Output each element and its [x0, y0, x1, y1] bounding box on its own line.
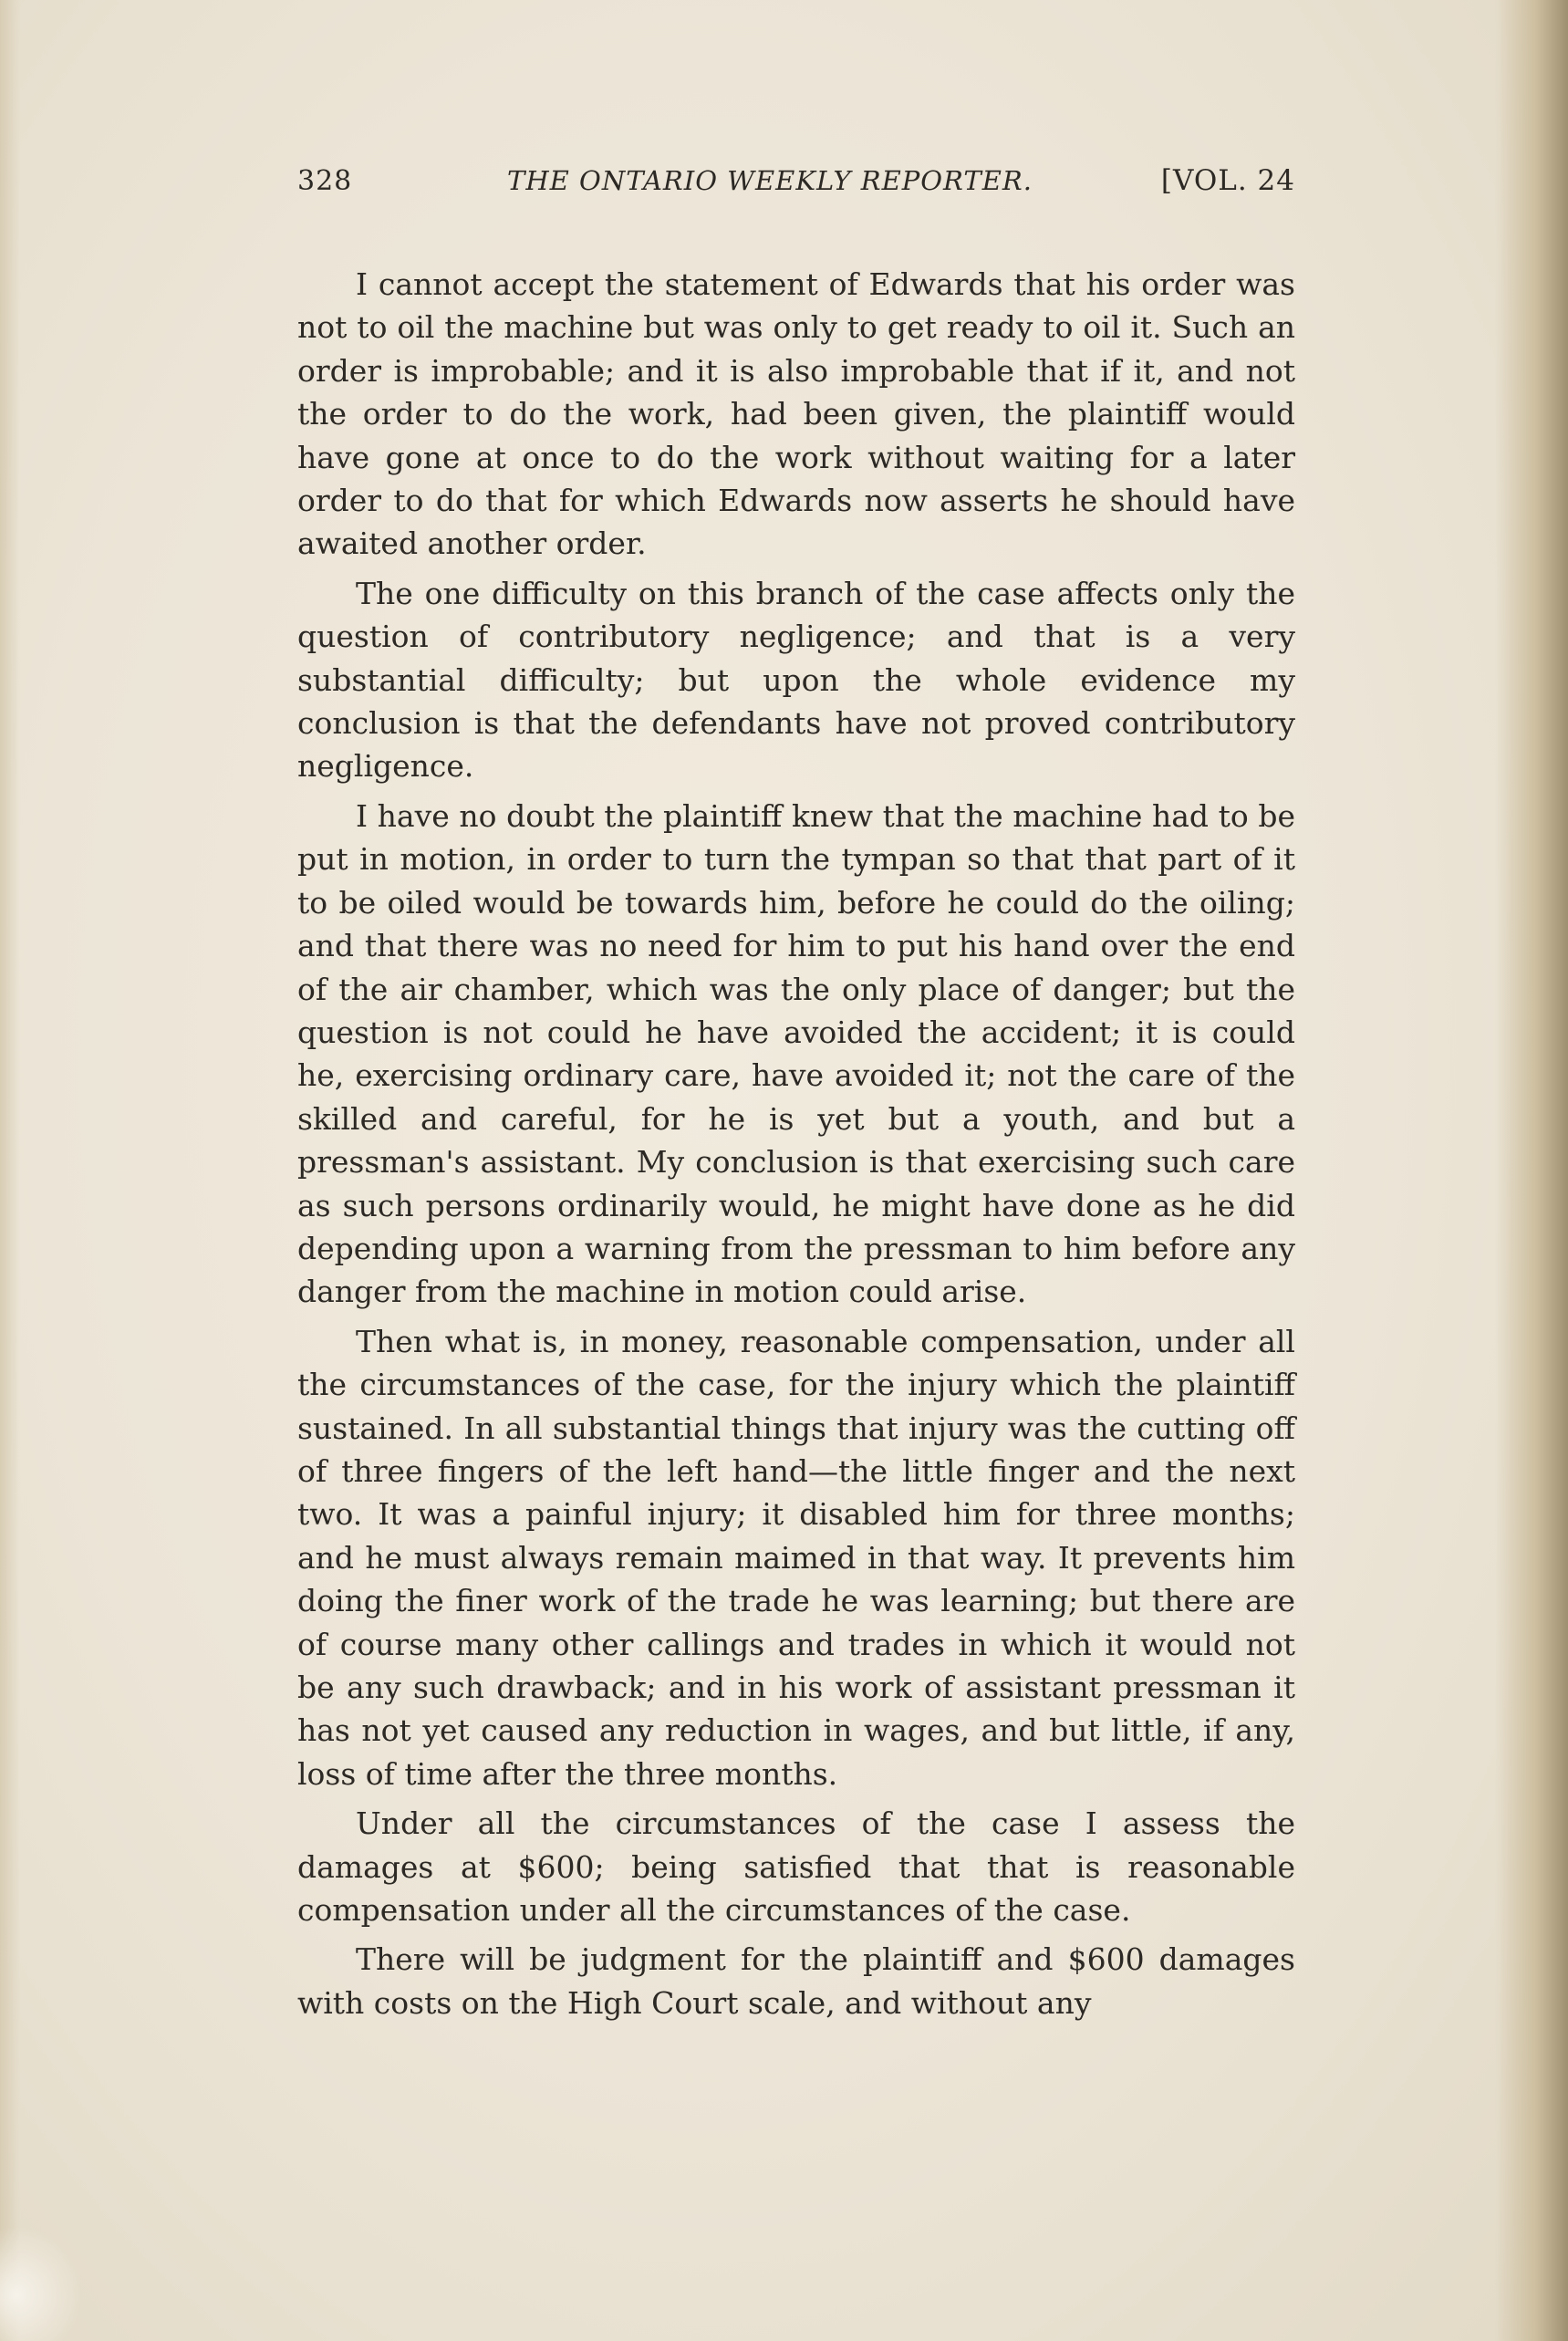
body-text: [297, 263, 1295, 2024]
paragraph: Then what is, in money, reasonable compensation, under all the circumstances of the case, for the injury which the plaintiff sustained. In all substantial things that injury was the cutting off of three fingers of the left hand—the little finger and the next two. It was a painful injury; it disabled him for three months; and he must always remain maimed in that way. It prevents him doing the finer work of the trade he was learning; but there are of course many other callings and trades in which it would not be any such drawback; and in his work of assistant pressman it has not yet caused any reduction in wages, and but little, if any, loss of time after the three months.: [297, 1323, 1295, 1792]
text-block: [297, 164, 1295, 2031]
journal-title: THE ONTARIO WEEKLY REPORTER.: [507, 165, 1033, 196]
paragraph: There will be judgment for the plaintiff and $600 damages with costs on the High Court scale, and without any: [297, 1941, 1295, 2021]
paragraph: Under all the circumstances of the case I assess the damages at $600; being satisfied that that is reasonable compensation under all the circumstances of the case.: [297, 1805, 1295, 1929]
paper-stain: [0, 2226, 82, 2341]
paragraph: The one difficulty on this branch of the case affects only the question of contributory negligence; and that is a very substantial difficulty; but upon the whole evidence my conclusion is that the defendants have not proved contributory negligence.: [297, 575, 1295, 785]
running-head: [297, 164, 1295, 210]
page-right-edge: [1495, 0, 1568, 2341]
volume-label: [VOL. 24: [1160, 164, 1295, 197]
page-left-edge: [0, 0, 20, 2341]
paragraph: I have no doubt the plaintiff knew that the machine had to be put in motion, in order to turn the tympan so that that part of it to be oiled would be towards him, before he could do the oiling; and that there was no need for him to put his hand over the end of the air chamber, which was the only place of danger; but the question is not could he have avoided the accident; it is could he, exercising ordinary care, have avoided it; not the care of the skilled and careful, for he is yet but a youth, and but a pressman's assistant. My conclusion is that exercising such care as such persons ordinarily would, he might have done as he did depending upon a warning from the pressman to him before any danger from the machine in motion could arise.: [297, 797, 1295, 1310]
page-number: 328: [297, 165, 353, 197]
paragraph: I cannot accept the statement of Edwards that his order was not to oil the machine but was only to get ready to oil it. Such an order is improbable; and it is also improbable that if it, and not the order to do the work, had been given, the plaintiff would have gone at once to do the work without waiting for a later order to do that for which Edwards now asserts he should have awaited another order.: [297, 266, 1295, 562]
